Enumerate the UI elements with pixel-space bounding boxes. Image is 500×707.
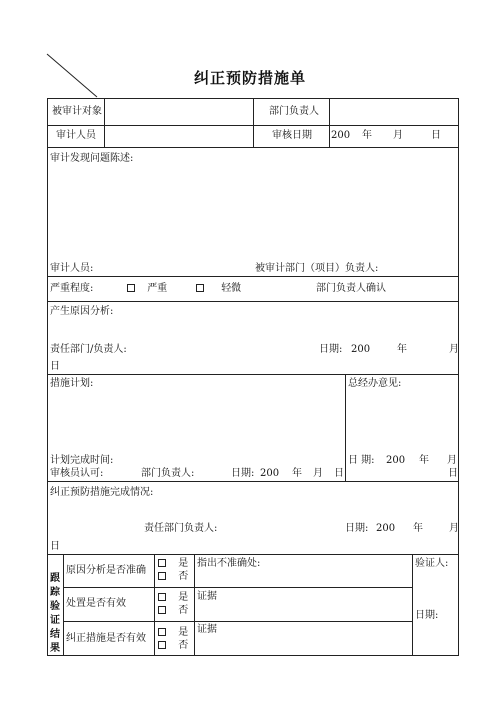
plan-gm-divider xyxy=(345,374,346,481)
plan-gm-date-label: 日 期: xyxy=(348,455,375,466)
findings-label: 审计发现问题陈述: xyxy=(50,153,134,164)
frame-right xyxy=(458,98,459,656)
verify-q1-no[interactable] xyxy=(158,571,188,583)
completion-text-area[interactable] xyxy=(50,500,455,520)
severity-dept-confirm: 部门负责人确认 xyxy=(316,283,386,294)
completion-month-label: 月 xyxy=(449,523,459,534)
verify-col-a-line xyxy=(63,554,64,656)
verify-q3-no[interactable] xyxy=(158,640,188,652)
completion-day-label: 日 xyxy=(50,541,60,552)
verify-q1-yes-label: 是 xyxy=(178,558,189,569)
verify-q3-no-label: 否 xyxy=(178,640,189,651)
verify-q2-yes-label: 是 xyxy=(178,592,189,603)
verify-title-char: 果 xyxy=(50,643,60,654)
verify-q2-yes[interactable] xyxy=(158,592,188,604)
verify-q1-yes[interactable] xyxy=(158,558,188,570)
frame-bottom xyxy=(47,655,459,656)
plan-year-value[interactable]: 200 xyxy=(260,468,280,479)
plan-gm-text-area[interactable] xyxy=(348,392,456,450)
severity-serious-option[interactable] xyxy=(127,283,167,295)
verify-title-char: 跟 xyxy=(50,573,60,584)
cause-year-label: 年 xyxy=(397,344,407,355)
findings-text-area[interactable] xyxy=(50,168,455,258)
row12-col2-line xyxy=(253,98,254,148)
verify-col-d-line xyxy=(412,554,413,656)
auditor-label: 审计人员 xyxy=(56,130,96,141)
verify-q2-no-label: 否 xyxy=(178,605,189,616)
completion-bottom-line xyxy=(47,554,459,555)
review-date-year-label: 年 xyxy=(362,130,372,141)
plan-month-label: 月 xyxy=(313,468,323,479)
verify-q2-yes-checkbox[interactable] xyxy=(158,593,166,601)
form-title: 纠正预防措施单 xyxy=(193,69,306,87)
plan-gm-month-label: 月 xyxy=(447,455,457,466)
cause-text-area[interactable] xyxy=(50,320,455,340)
findings-audited-dept-head: 被审计部门（项目）负责人: xyxy=(255,263,379,274)
cause-resp-head: 责任部门/负责人: xyxy=(50,344,127,355)
cause-day-label: 日 xyxy=(50,361,60,372)
verify-row2-bottom xyxy=(63,621,413,622)
verify-section-title xyxy=(47,572,63,656)
review-date-month-label: 月 xyxy=(393,130,403,141)
verify-q1-yes-checkbox[interactable] xyxy=(158,559,166,567)
verify-col-b-line xyxy=(154,554,155,656)
verify-q3-no-checkbox[interactable] xyxy=(158,641,166,649)
verify-title-char: 结 xyxy=(50,629,60,640)
dept-head-label: 部门负责人 xyxy=(269,106,319,117)
severity-minor-label: 轻微 xyxy=(221,283,242,294)
verify-col-c-line xyxy=(194,554,195,656)
verify-q2-no[interactable] xyxy=(158,605,188,617)
plan-reviewer-approve: 审核员认可: xyxy=(50,468,104,479)
plan-dept-head: 部门负责人: xyxy=(141,468,195,479)
row12-col3-line xyxy=(329,98,330,148)
plan-completion-time: 计划完成时间: xyxy=(50,455,114,466)
verify-q1-no-checkbox[interactable] xyxy=(158,572,166,580)
plan-day-label: 日 xyxy=(334,468,344,479)
severity-minor-checkbox[interactable] xyxy=(196,284,204,292)
cause-year-value[interactable]: 200 xyxy=(351,344,371,355)
review-date-year-value[interactable]: 200 xyxy=(331,130,351,141)
verify-row1-bottom xyxy=(63,587,413,588)
verify-q3-yes-label: 是 xyxy=(178,627,189,638)
verify-q3-yes[interactable] xyxy=(158,627,188,639)
completion-resp-head: 责任部门负责人: xyxy=(144,523,218,534)
plan-gm-opinion: 总经办意见: xyxy=(348,378,402,389)
verify-title-char: 验 xyxy=(50,601,60,612)
review-date-day-label: 日 xyxy=(431,130,441,141)
severity-serious-label: 严重 xyxy=(147,283,168,294)
verify-q3-yes-checkbox[interactable] xyxy=(158,628,166,636)
verify-q2-no-checkbox[interactable] xyxy=(158,606,166,614)
auditor-value[interactable] xyxy=(106,127,252,146)
completion-year-value[interactable]: 200 xyxy=(376,523,396,534)
audited-object-label: 被审计对象 xyxy=(52,106,102,117)
verify-q2-label: 处置是否有效 xyxy=(66,598,126,609)
verify-title-char: 证 xyxy=(50,615,60,626)
plan-label: 措施计划: xyxy=(50,378,94,389)
completion-label: 纠正预防措施完成情况: xyxy=(50,487,154,498)
severity-minor-option[interactable] xyxy=(196,283,241,295)
verify-q3-evidence: 证据 xyxy=(197,624,217,635)
plan-gm-year-value[interactable]: 200 xyxy=(386,455,406,466)
verify-q1-label: 原因分析是否准确 xyxy=(66,565,146,576)
plan-gm-year-label: 年 xyxy=(419,455,429,466)
severity-label: 严重程度: xyxy=(50,283,94,294)
verify-q3-label: 纠正措施是否有效 xyxy=(66,633,146,644)
completion-year-label: 年 xyxy=(413,523,423,534)
verify-q1-no-label: 否 xyxy=(178,571,189,582)
findings-auditor-sign: 审计人员: xyxy=(50,263,94,274)
plan-text-area[interactable] xyxy=(50,392,342,450)
cause-date-label: 日期: xyxy=(319,344,343,355)
review-date-label: 审核日期 xyxy=(272,130,312,141)
cause-bottom-line xyxy=(47,374,459,375)
verify-q2-evidence: 证据 xyxy=(197,591,217,602)
verify-verifier-label: 验证人: xyxy=(415,558,449,569)
dept-head-value[interactable] xyxy=(331,100,457,124)
plan-year-label: 年 xyxy=(292,468,302,479)
findings-bottom-line xyxy=(47,276,459,277)
verify-date-label: 日期: xyxy=(415,610,439,621)
row12-col1-line xyxy=(104,98,105,148)
plan-gm-day-label: 日 xyxy=(448,468,458,479)
plan-bottom-line xyxy=(47,481,459,482)
verify-title-char: 踪 xyxy=(50,587,60,598)
completion-date-label: 日期: xyxy=(345,523,369,534)
audited-object-value[interactable] xyxy=(106,100,252,124)
severity-bottom-line xyxy=(47,301,459,302)
plan-date-label: 日期: xyxy=(231,468,255,479)
cause-label: 产生原因分析: xyxy=(50,306,114,317)
cause-month-label: 月 xyxy=(449,344,459,355)
severity-serious-checkbox[interactable] xyxy=(127,284,135,292)
verify-inaccurate-note: 指出不准确处: xyxy=(197,558,261,569)
